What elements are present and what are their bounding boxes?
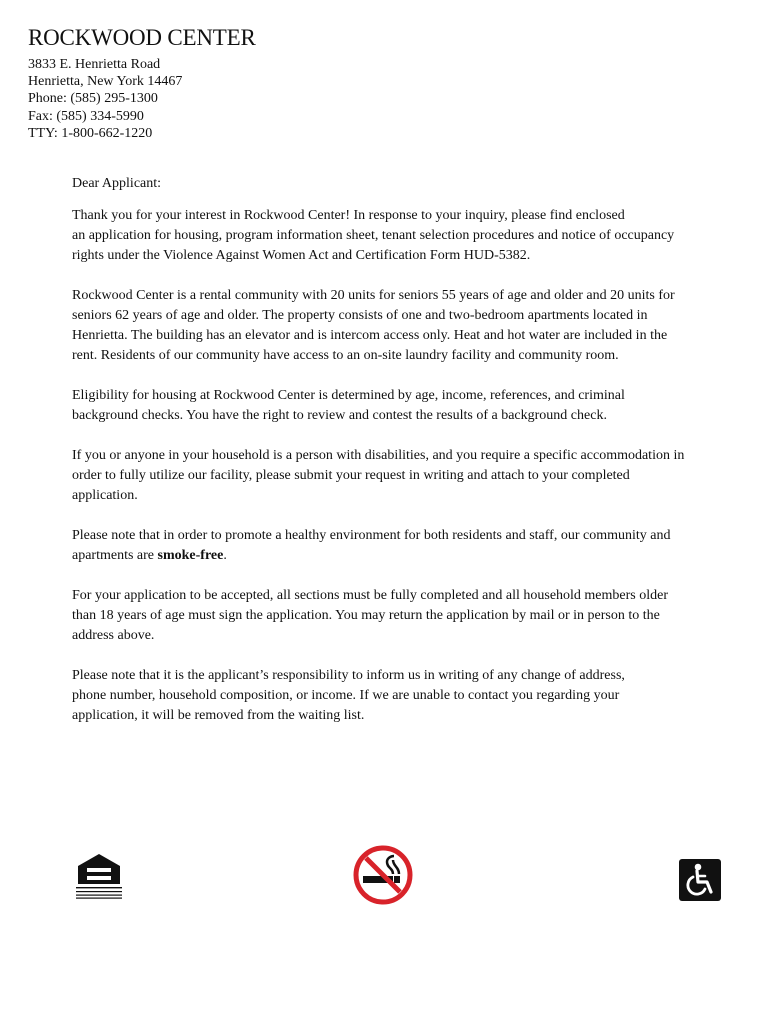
paragraph-line: Rockwood Center is a rental community with 20 units for seniors 55 years of age and older and 20 units for (72, 288, 675, 303)
paragraph-line: rights under the Violence Against Women Act and Certification Form HUD-5382. (72, 248, 531, 263)
paragraph-line: an application for housing, program information sheet, tenant selection procedures and notice of occupancy (72, 228, 675, 243)
address-city: Henrietta, New York 14467 (28, 74, 183, 90)
address-street: 3833 E. Henrietta Road (28, 57, 161, 72)
paragraph-applicant-responsibility (72, 666, 740, 726)
letterhead (28, 24, 256, 142)
paragraph-line: Please note that in order to promote a healthy environment for both residents and staff, our community and (72, 528, 671, 543)
paragraph-line: Eligibility for housing at Rockwood Center is determined by age, income, references, and criminal (72, 388, 625, 403)
phone-number: Phone: (585) 295-1300 (28, 91, 158, 107)
paragraph-line (72, 546, 740, 566)
tty-number: TTY: 1-800-662-1220 (28, 125, 153, 141)
paragraph-community-description (72, 286, 740, 366)
fax-number: Fax: (585) 334-5990 (28, 108, 144, 124)
letter-body (72, 174, 740, 746)
paragraph-line: Henrietta. The building has an elevator and is intercom access only. Heat and hot water are included in the (72, 328, 668, 343)
equal-housing-opportunity-icon (74, 853, 124, 899)
smoke-free-suffix: . (223, 548, 227, 563)
paragraph-line: rent. Residents of our community have access to an on-site laundry facility and community room. (72, 348, 619, 363)
salutation: Dear Applicant: (72, 176, 162, 191)
wheelchair-accessible-icon (679, 859, 721, 901)
no-smoking-icon (353, 845, 413, 905)
smoke-free-emphasis: smoke-free (157, 548, 224, 563)
paragraph-line: application, it will be removed from the waiting list. (72, 708, 365, 723)
paragraph-line: than 18 years of age must sign the application. You may return the application by mail or in person to the (72, 608, 660, 623)
paragraph-line: seniors 62 years of age and older. The property consists of one and two-bedroom apartments located in (72, 308, 648, 323)
smoke-free-prefix: apartments are (72, 548, 158, 563)
organization-name: ROCKWOOD CENTER (28, 25, 256, 50)
paragraph-line: background checks. You have the right to review and contest the results of a background check. (72, 408, 607, 423)
paragraph-line: If you or anyone in your household is a person with disabilities, and you require a specific accommodation in (72, 448, 685, 463)
paragraph-eligibility (72, 386, 740, 426)
paragraph-line: application. (72, 488, 138, 503)
paragraph-line: order to fully utilize our facility, please submit your request in writing and attach to your completed (72, 468, 630, 483)
paragraph-thank-you (72, 206, 740, 266)
paragraph-line: Thank you for your interest in Rockwood Center! In response to your inquiry, please find enclosed (72, 208, 625, 223)
paragraph-line: phone number, household composition, or income. If we are unable to contact you regarding your (72, 688, 620, 703)
paragraph-line: For your application to be accepted, all sections must be fully completed and all household members older (72, 588, 669, 603)
paragraph-smoke-free (72, 526, 740, 566)
paragraph-application-requirements (72, 586, 740, 646)
paragraph-line: address above. (72, 628, 155, 643)
paragraph-line: Please note that it is the applicant’s responsibility to inform us in writing of any change of address, (72, 668, 625, 683)
paragraph-accommodation (72, 446, 740, 506)
